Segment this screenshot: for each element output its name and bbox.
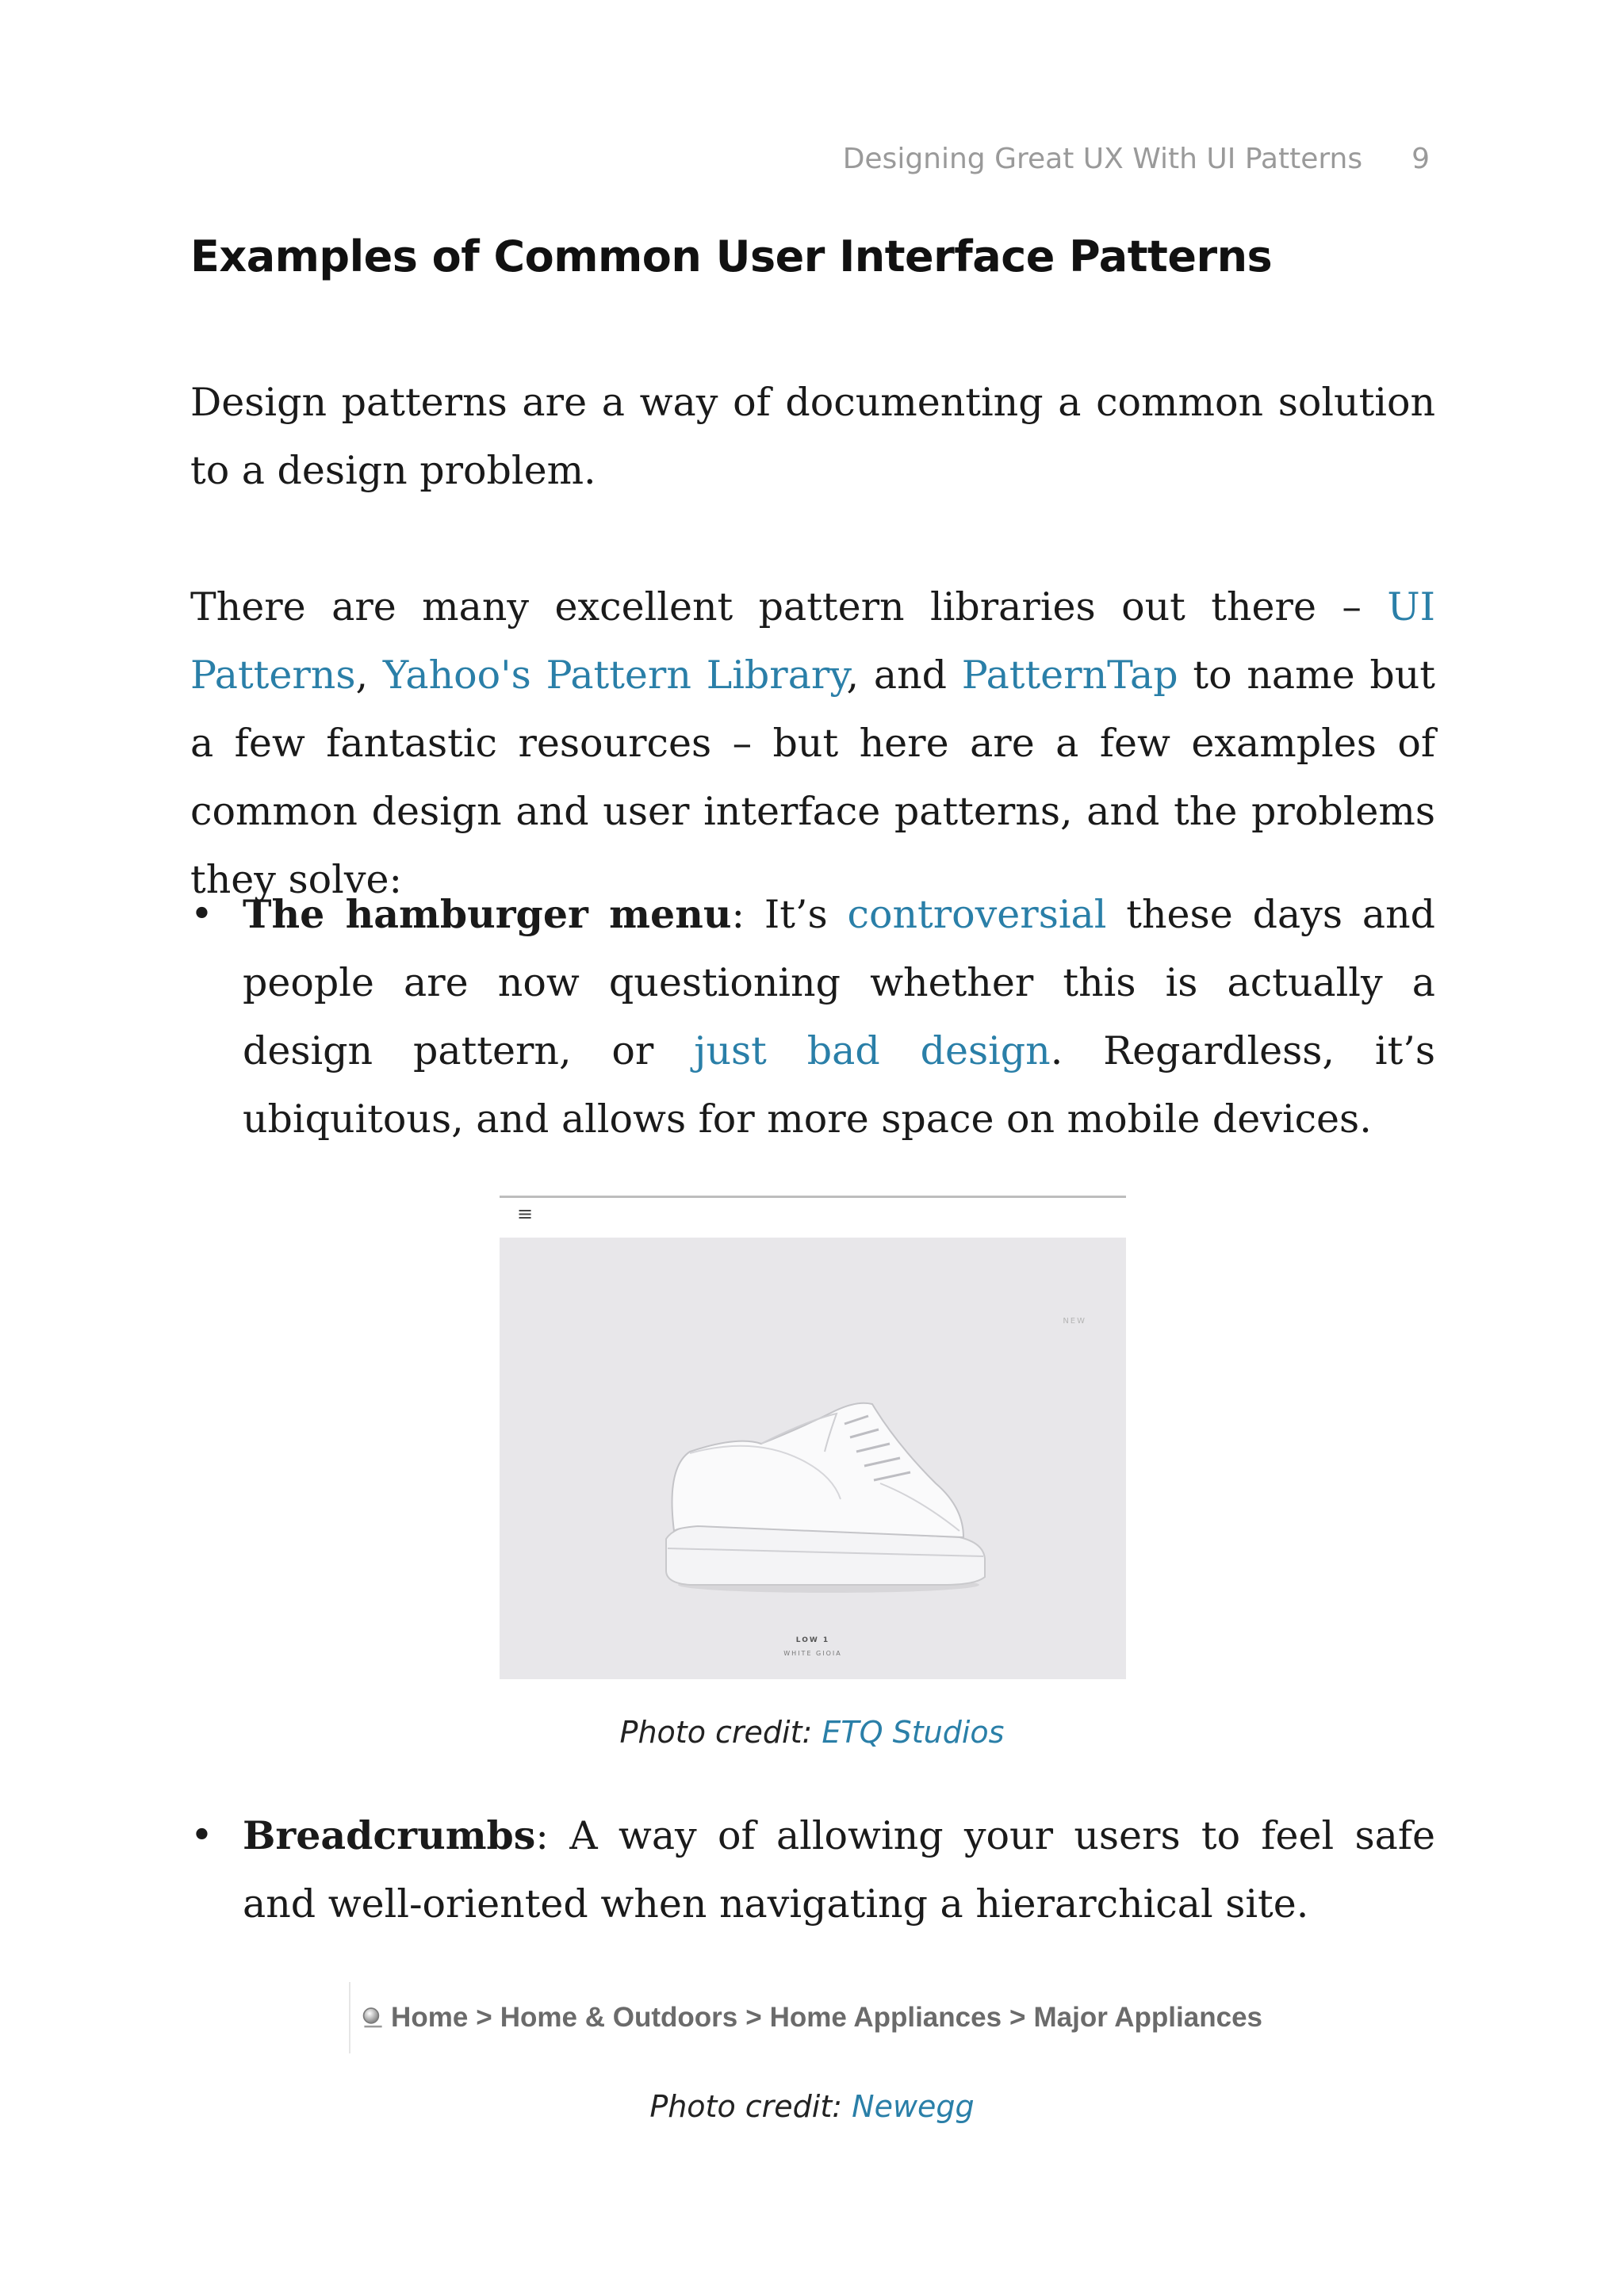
breadcrumb-home-outdoors: Home & Outdoors — [500, 2002, 738, 2033]
hamburger-menu-text — [243, 880, 1435, 1154]
running-title: Designing Great UX With UI Patterns — [842, 143, 1363, 175]
libraries-text-1: There are many excellent pattern libraries out there – — [190, 584, 1388, 629]
newegg-link[interactable]: Newegg — [852, 2089, 975, 2124]
product-color: WHITE GIOIA — [783, 1650, 842, 1657]
breadcrumb-home-appliances: Home Appliances — [769, 2002, 1002, 2033]
running-header — [843, 143, 1430, 175]
page-number: 9 — [1411, 143, 1430, 175]
hamburger-menu-icon: ≡ — [517, 1203, 534, 1225]
just-bad-design-link[interactable]: just bad design — [694, 1028, 1051, 1073]
breadcrumb-major-appliances: Major Appliances — [1033, 2002, 1262, 2033]
bullet-dot: • — [190, 891, 213, 936]
libraries-paragraph — [190, 573, 1435, 914]
magnifier-home-icon — [362, 2004, 385, 2031]
patterntap-link[interactable]: PatternTap — [961, 652, 1178, 698]
sneaker-image — [642, 1380, 1007, 1602]
section-title: Examples of Common User Interface Patterns — [190, 232, 1273, 281]
intro-paragraph: Design patterns are a way of documenting a common solution to a design problem. — [190, 380, 1435, 493]
breadcrumb-home: Home — [391, 2002, 469, 2033]
breadcrumbs-text — [243, 1801, 1435, 1938]
hamburger-text-1: : It’s — [731, 892, 848, 937]
etq-studios-link[interactable]: ETQ Studios — [822, 1715, 1005, 1750]
new-tag: NEW — [1063, 1317, 1086, 1326]
list-item-breadcrumbs — [190, 1801, 1435, 1938]
breadcrumbs-text-1: : A way of allowing your users to feel safe and well-oriented when navigating a hierarchical site. — [243, 1813, 1435, 1927]
controversial-link[interactable]: controversial — [847, 892, 1107, 937]
photo-credit-newegg — [0, 2089, 1624, 2124]
breadcrumb-separator: > — [476, 2002, 492, 2033]
photo-credit-prefix: Photo credit: — [619, 1715, 822, 1750]
product-photo — [500, 1238, 1126, 1679]
breadcrumb-separator: > — [1009, 2002, 1026, 2033]
libraries-text-2: , — [355, 652, 383, 698]
breadcrumb-separator: > — [745, 2002, 762, 2033]
hamburger-text-3: . Regardless, it’s ubiquitous, and allows for more space on mobile devices. — [243, 1028, 1435, 1142]
photo-credit-prefix: Photo credit: — [649, 2089, 852, 2124]
hamburger-menu-term: The hamburger menu — [243, 891, 732, 937]
ui-patterns-link[interactable]: UI Patterns — [190, 584, 1435, 698]
libraries-text-3: , and — [846, 652, 962, 698]
libraries-text-4: to name but a few fantastic resources – but here are a few examples of common design and user interface patterns, and the problems they solve: — [190, 652, 1435, 902]
hamburger-text-2: these days and people are now questioning whether this is actually a design pattern, or — [243, 892, 1435, 1073]
list-item-hamburger-menu — [190, 880, 1435, 1154]
breadcrumbs-term: Breadcrumbs — [243, 1812, 536, 1858]
breadcrumb-example-image — [349, 1982, 1262, 2053]
yahoo-pattern-library-link[interactable]: Yahoo's Pattern Library — [382, 652, 847, 698]
hamburger-menu-example-image — [500, 1196, 1126, 1679]
bullet-dot: • — [190, 1812, 213, 1858]
photo-credit-etq — [0, 1715, 1624, 1750]
product-name: LOW 1 — [795, 1636, 830, 1644]
example-site-topbar — [500, 1196, 1126, 1238]
